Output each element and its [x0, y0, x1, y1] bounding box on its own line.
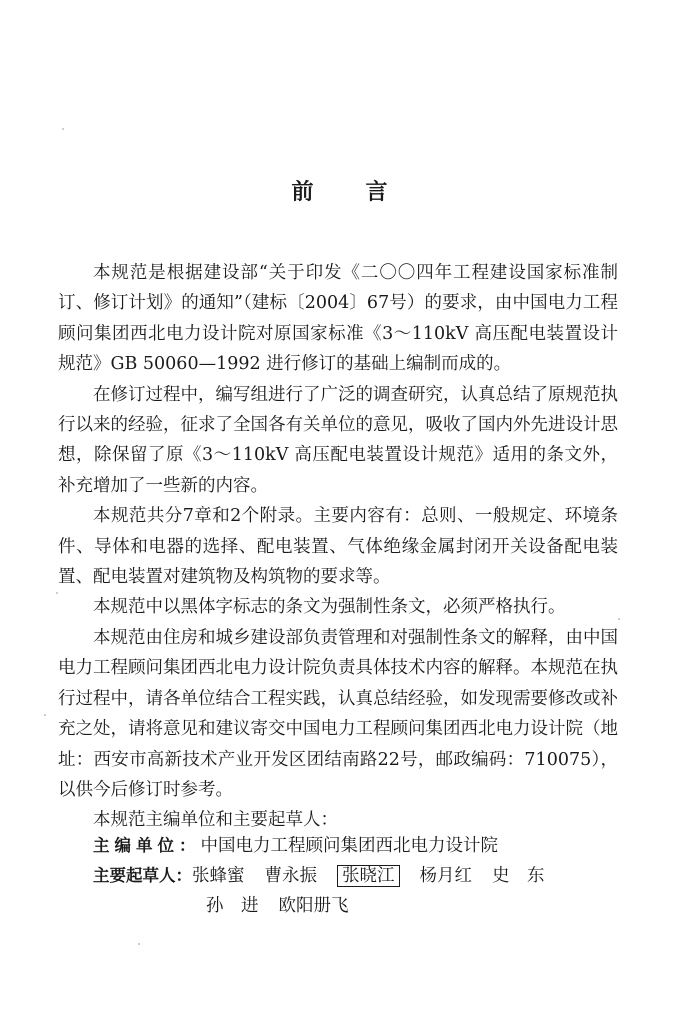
scan-speck	[62, 128, 64, 130]
drafter-name: 史 东	[492, 866, 545, 886]
drafter-name: 杨月红	[419, 866, 472, 886]
paragraph-management: 本规范由住房和城乡建设部负责管理和对强制性条文的解释，由中国电力工程顾问集团西北电力设计院负责具体技术内容的解释。本规范在执行过程中，请各单位结合工程实践，认真总结经验，如发现需要修改或补充之处，请将意见和建议寄交中国电力工程顾问集团西北电力设计院（地址：西安市高新技术产业开发区团结南路22号，邮政编码：710075），以供今后修订时参考。	[58, 627, 618, 800]
scan-speck	[138, 943, 140, 945]
chief-unit-value: 中国电力工程顾问集团西北电力设计院	[200, 836, 498, 856]
paragraph-content-summary: 本规范共分7章和2个附录。主要内容有：总则、一般规定、环境条件、导体和电器的选择、配电装置、气体绝缘金属封闭开关设备配电装置、配电装置对建筑物及构筑物的要求等。	[58, 506, 618, 588]
drafter-name: 孙 进	[206, 896, 259, 916]
drafters-row-2	[93, 891, 613, 921]
drafter-name-boxed: 张晓江	[337, 865, 400, 887]
drafters-label: 主要起草人：	[93, 866, 192, 885]
preface-body	[58, 258, 618, 836]
drafting-info	[93, 831, 613, 921]
chief-unit-row	[93, 831, 613, 861]
paragraph-drafters-intro: 本规范主编单位和主要起草人：	[93, 810, 338, 831]
page-title: 前言	[291, 180, 440, 205]
drafter-name: 张蜂蜜	[192, 866, 245, 886]
scan-speck	[618, 618, 620, 620]
paragraph-revision-basis: 本规范是根据建设部“关于印发《二〇〇四年工程建设国家标准制订、修订计划》的通知”（建标〔2004〕67号）的要求，由中国电力工程顾问集团西北电力设计院对原国家标准《3～110kV 高压配电装置设计规范》GB 50060—1992 进行修订的基础上编制而成的。	[58, 263, 618, 375]
drafter-name: 曹永振	[264, 866, 317, 886]
scan-speck	[44, 714, 46, 716]
chief-unit-label: 主编单位：	[93, 836, 201, 855]
paragraph-revision-process: 在修订过程中，编写组进行了广泛的调查研究，认真总结了原规范执行以来的经验，征求了全国各有关单位的意见，吸收了国内外先进设计思想，除保留了原《3～110kV 高压配电装置设计规范》适用的条文外，补充增加了一些新的内容。	[58, 384, 618, 496]
paragraph-mandatory-clauses: 本规范中以黑体字标志的条文为强制性条文，必须严格执行。	[93, 597, 566, 618]
drafters-row-1	[93, 861, 613, 891]
drafter-name: 欧阳册飞	[278, 896, 349, 916]
scan-speck	[56, 592, 58, 594]
